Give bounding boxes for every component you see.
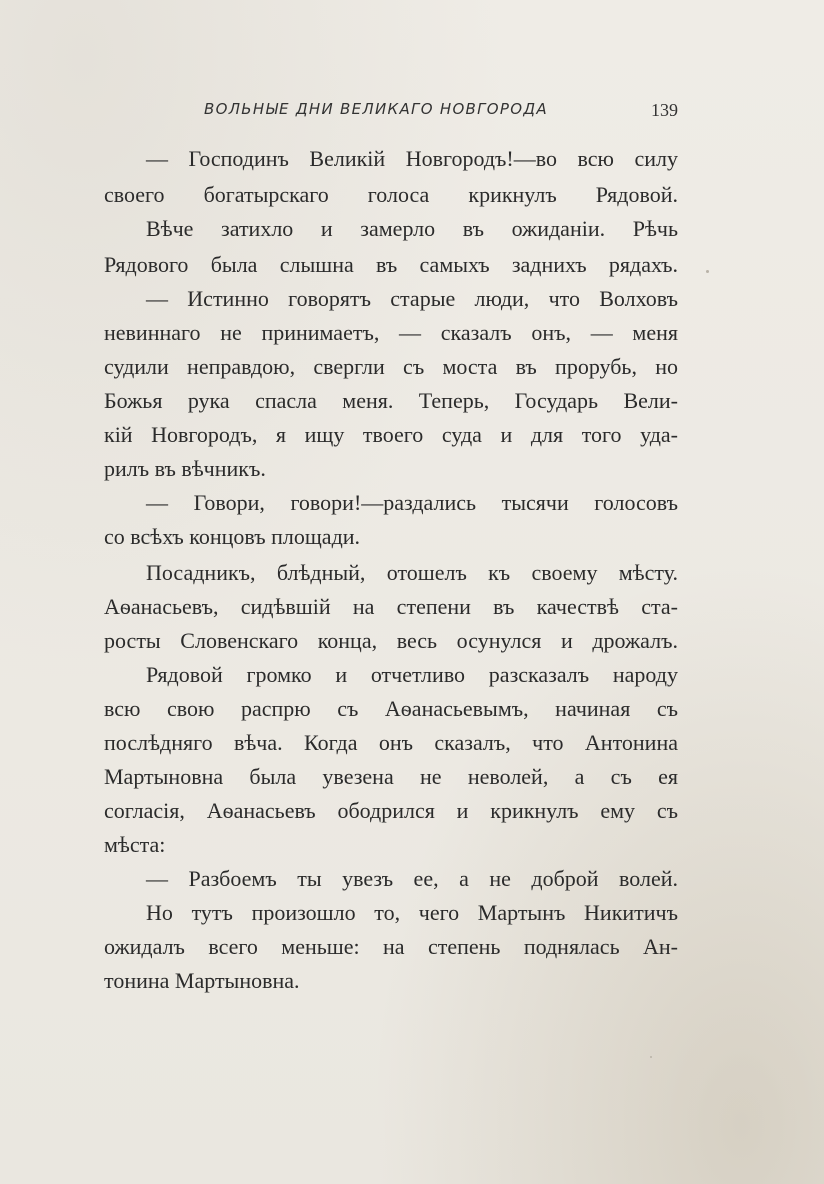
text-line: со всѣхъ концовъ площади.: [104, 524, 361, 549]
text-line: рилъ въ вѣчникъ.: [104, 456, 266, 481]
text-line: Мартыновна была увезена не неволей, а съ ея: [104, 764, 678, 789]
text-line: всю свою распрю съ Аѳанасьевымъ, начиная съ: [104, 696, 678, 721]
paper-speck: [650, 1056, 652, 1058]
text-line: — Говори, говори!—раздались тысячи голосовъ: [146, 490, 678, 515]
text-line: Но тутъ произошло то, чего Мартынъ Никитичъ: [146, 900, 678, 925]
text-line: Рядовой громко и отчетливо разсказалъ народу: [146, 662, 678, 687]
text-line: тонина Мартыновна.: [104, 968, 300, 993]
text-line: Рядового была слышна въ самыхъ заднихъ рядахъ.: [104, 252, 678, 277]
text-line: согласія, Аѳанасьевъ ободрился и крикнулъ ему съ: [104, 798, 678, 823]
running-title: ВОЛЬНЫЕ ДНИ ВЕЛИКАГО НОВГОРОДА: [204, 100, 548, 118]
text-line: росты Словенскаго конца, весь осунулся и дрожалъ.: [104, 628, 678, 653]
text-line: Аѳанасьевъ, сидѣвшій на степени въ качествѣ ста-: [104, 594, 678, 619]
text-line: — Разбоемъ ты увезъ ее, а не доброй волей.: [146, 866, 678, 891]
text-line: невиннаго не принимаетъ, — сказалъ онъ, — меня: [104, 320, 678, 345]
text-line: Божья рука спасла меня. Теперь, Государь Вели-: [104, 388, 678, 413]
text-line: Вѣче затихло и замерло въ ожиданіи. Рѣчь: [146, 216, 678, 241]
text-line: своего богатырскаго голоса крикнулъ Рядовой.: [104, 182, 678, 207]
text-line: Посадникъ, блѣдный, отошелъ къ своему мѣсту.: [146, 560, 678, 585]
text-line: кій Новгородъ, я ищу твоего суда и для того уда-: [104, 422, 678, 447]
text-line: судили неправдою, свергли съ моста въ прорубь, но: [104, 354, 678, 379]
running-head: [204, 100, 678, 124]
paper-speck: [706, 270, 709, 273]
text-line: — Господинъ Великій Новгородъ!—во всю силу: [146, 146, 678, 171]
text-line: послѣдняго вѣча. Когда онъ сказалъ, что Антонина: [104, 730, 678, 755]
text-line: ожидалъ всего меньше: на степень поднялась Ан-: [104, 934, 678, 959]
text-line: — Истинно говорятъ старые люди, что Волховъ: [146, 286, 678, 311]
page-number: 139: [651, 100, 678, 120]
text-line: мѣста:: [104, 832, 166, 857]
